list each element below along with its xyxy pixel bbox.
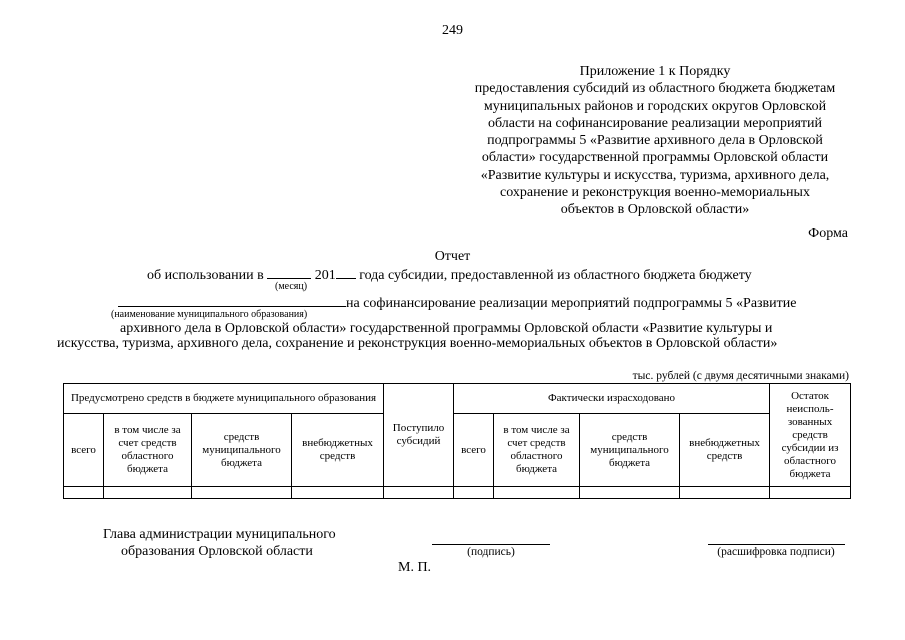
report-line-3: архивного дела в Орловской области» государственной программы Орловской области «Развитие культуры и bbox=[120, 321, 773, 336]
appendix-line: области» государственной программы Орловской области bbox=[481, 150, 829, 166]
appendix-line: «Развитие культуры и искусства, туризма, архивного дела, bbox=[480, 167, 830, 183]
col-total: всего bbox=[64, 414, 104, 487]
col-spent-total: всего bbox=[454, 414, 494, 487]
report-title: Отчет bbox=[434, 249, 471, 264]
table-cell[interactable] bbox=[104, 487, 192, 499]
stamp-place: М. П. bbox=[398, 560, 432, 575]
header-received: Поступило субсидий bbox=[384, 384, 454, 487]
month-blank[interactable] bbox=[267, 265, 311, 279]
table-row bbox=[64, 487, 851, 499]
table-cell[interactable] bbox=[384, 487, 454, 499]
appendix-line: Приложение 1 к Порядку bbox=[579, 64, 731, 79]
table-cell[interactable] bbox=[454, 487, 494, 499]
report-line-1-c: года субсидии, предоставленной из областного бюджета бюджету bbox=[359, 268, 752, 283]
report-line-2-text: на софинансирование реализации мероприятий подпрограммы 5 «Развитие bbox=[346, 296, 797, 311]
month-caption: (месяц) bbox=[275, 281, 308, 292]
year-blank[interactable] bbox=[336, 265, 356, 279]
appendix-line: предоставления субсидий из областного бюджета бюджетам bbox=[474, 81, 836, 97]
appendix-line: подпрограммы 5 «Развитие архивного дела в Орловской bbox=[487, 133, 823, 149]
page-number: 249 bbox=[442, 23, 463, 38]
appendix-line: объектов в Орловской области» bbox=[560, 202, 750, 218]
appendix-line: области на софинансирование реализации мероприятий bbox=[487, 115, 823, 131]
signature-caption: (подпись) bbox=[467, 546, 515, 558]
table-cell[interactable] bbox=[680, 487, 770, 499]
report-line-1-year: 201 bbox=[314, 268, 336, 283]
head-title-line-1: Глава администрации муниципального bbox=[103, 527, 336, 542]
col-spent-extrabudget: внебюджетных средств bbox=[680, 414, 770, 487]
table-cell[interactable] bbox=[580, 487, 680, 499]
report-line-1 bbox=[147, 265, 752, 284]
units-note: тыс. рублей (с двумя десятичными знаками) bbox=[632, 370, 849, 382]
report-line-1-a: об использовании в bbox=[147, 268, 264, 283]
table-cell[interactable] bbox=[192, 487, 292, 499]
col-spent-municipal: средств муниципального бюджета bbox=[580, 414, 680, 487]
table-cell[interactable] bbox=[292, 487, 384, 499]
municipality-caption: (наименование муниципального образования) bbox=[111, 309, 308, 320]
appendix-header bbox=[460, 63, 850, 219]
appendix-line: муниципальных районов и городских округов Орловской bbox=[483, 98, 827, 114]
table-cell[interactable] bbox=[770, 487, 851, 499]
head-title-line-2: образования Орловской области bbox=[121, 544, 313, 559]
decode-caption: (расшифровка подписи) bbox=[717, 546, 835, 558]
header-spent: Фактически израсходовано bbox=[454, 384, 770, 414]
report-line-4: искусства, туризма, архивного дела, сохранение и реконструкция военно-мемориальных объектов в Орловской области» bbox=[57, 336, 778, 351]
report-table bbox=[63, 383, 851, 499]
table-cell[interactable] bbox=[494, 487, 580, 499]
appendix-line: сохранение и реконструкция военно-мемориальных bbox=[500, 185, 810, 201]
form-label: Форма bbox=[808, 226, 848, 241]
col-regional: в том числе за счет средств областного бюджета bbox=[104, 414, 192, 487]
header-planned: Предусмотрено средств в бюджете муниципального образования bbox=[64, 384, 384, 414]
municipality-blank[interactable] bbox=[118, 293, 346, 307]
table-cell[interactable] bbox=[64, 487, 104, 499]
col-spent-regional: в том числе за счет средств областного бюджета bbox=[494, 414, 580, 487]
col-extrabudget: внебюджетных средств bbox=[292, 414, 384, 487]
header-remainder: Остаток неисполь- зованных средств субсидии из областного бюджета bbox=[770, 384, 851, 487]
col-municipal: средств муниципального бюджета bbox=[192, 414, 292, 487]
